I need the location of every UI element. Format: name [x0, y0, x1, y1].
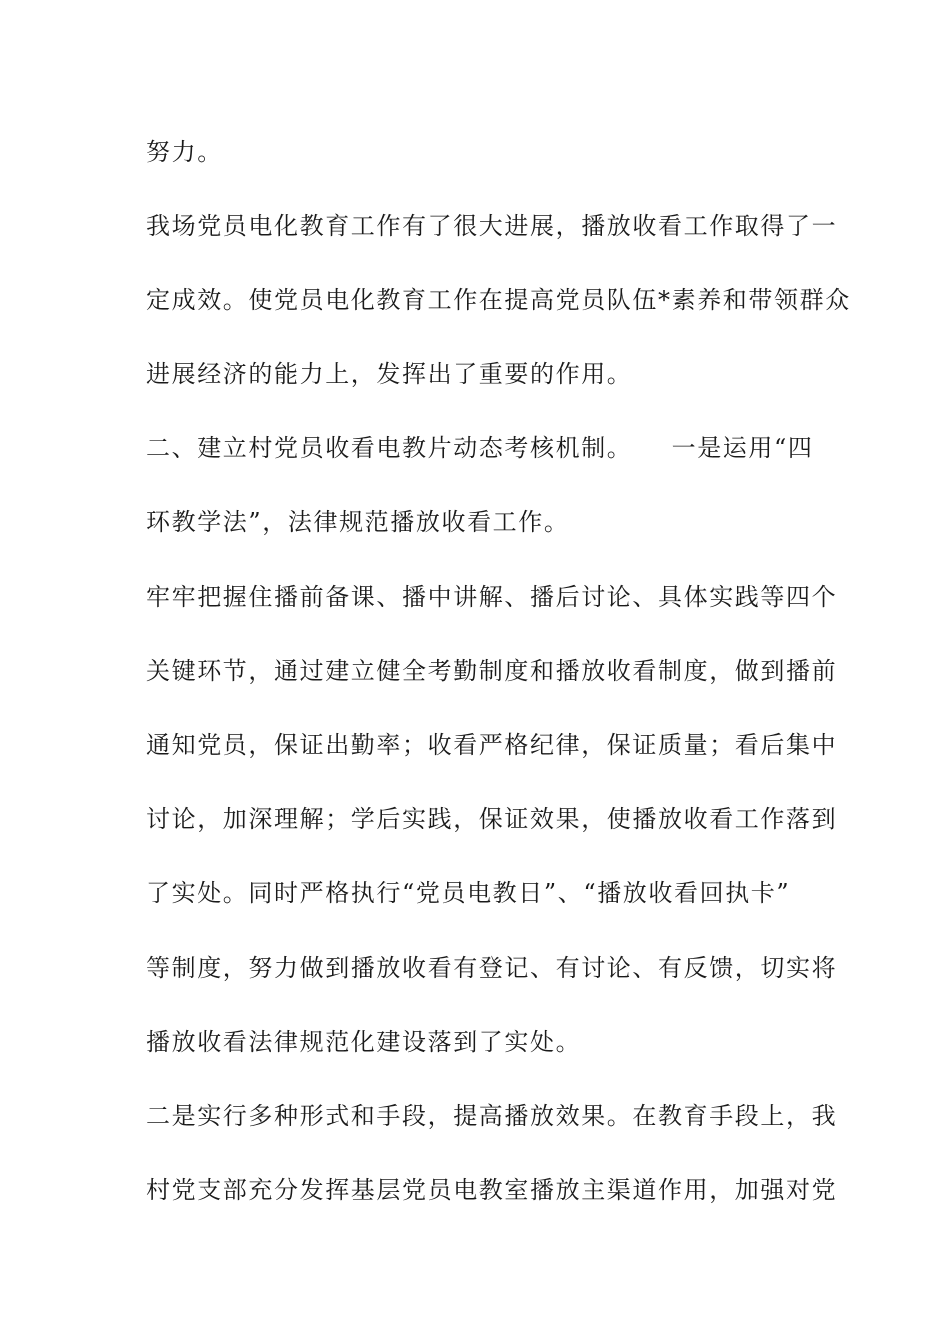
text-line: 牢牢把握住播前备课、播中讲解、播后讨论、具体实践等四个	[146, 583, 838, 611]
text-line: 环教学法”，法律规范播放收看工作。	[146, 508, 570, 536]
text-line: 二是实行多种形式和手段，提高播放效果。在教育手段上，我	[146, 1102, 838, 1130]
text-line: 二、建立村党员收看电教片动态考核机制。 一是运用“四	[146, 434, 814, 462]
text-line: 关键环节，通过建立健全考勤制度和播放收看制度，做到播前	[146, 657, 838, 685]
text-line: 努力。	[146, 138, 223, 166]
text-line: 定成效。使党员电化教育工作在提高党员队伍*素养和带领群众	[146, 286, 851, 314]
text-line: 村党支部充分发挥基层党员电教室播放主渠道作用，加强对党	[146, 1176, 838, 1204]
text-line: 播放收看法律规范化建设落到了实处。	[146, 1028, 582, 1056]
text-line: 了实处。同时严格执行“党员电教日”、“播放收看回执卡”	[146, 879, 791, 907]
text-line: 我场党员电化教育工作有了很大进展，播放收看工作取得了一	[146, 212, 838, 240]
text-line: 进展经济的能力上，发挥出了重要的作用。	[146, 360, 633, 388]
text-line: 等制度，努力做到播放收看有登记、有讨论、有反馈，切实将	[146, 954, 838, 982]
text-line: 通知党员，保证出勤率；收看严格纪律，保证质量；看后集中	[146, 731, 838, 759]
text-line: 讨论，加深理解；学后实践，保证效果，使播放收看工作落到	[146, 805, 838, 833]
